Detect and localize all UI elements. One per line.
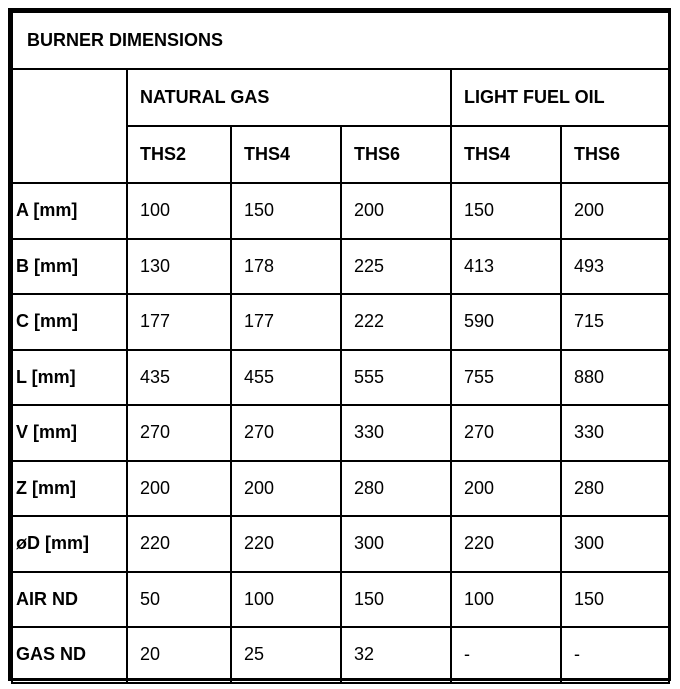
table-cell: 150: [231, 183, 341, 239]
table-cell: 330: [561, 405, 669, 461]
table-cell: 715: [561, 294, 669, 350]
table-cell: 590: [451, 294, 561, 350]
table-cell: 200: [127, 461, 231, 517]
table-cell: 32: [341, 627, 451, 683]
table-cell: 755: [451, 350, 561, 406]
table-cell: 435: [127, 350, 231, 406]
table-cell: 177: [127, 294, 231, 350]
table-row: [12, 572, 669, 628]
table-row: [12, 294, 669, 350]
model-header: THS4: [451, 126, 561, 183]
burner-dimensions-table-frame: [8, 8, 671, 681]
table-cell: 225: [341, 239, 451, 295]
table-cell: 280: [341, 461, 451, 517]
table-cell: 880: [561, 350, 669, 406]
table-cell: -: [561, 627, 669, 683]
table-row: [12, 183, 669, 239]
table-row: [12, 350, 669, 406]
group-natural-gas: NATURAL GAS: [127, 69, 451, 126]
table-row: [12, 239, 669, 295]
table-cell: 100: [451, 572, 561, 628]
row-label: øD [mm]: [12, 516, 127, 572]
model-header: THS4: [231, 126, 341, 183]
group-header-row: [12, 69, 669, 126]
table-cell: 150: [561, 572, 669, 628]
table-row: [12, 461, 669, 517]
table-cell: 280: [561, 461, 669, 517]
table-cell: -: [451, 627, 561, 683]
table-cell: 150: [451, 183, 561, 239]
table-cell: 555: [341, 350, 451, 406]
table-cell: 178: [231, 239, 341, 295]
row-label: Z [mm]: [12, 461, 127, 517]
table-cell: 455: [231, 350, 341, 406]
row-label: L [mm]: [12, 350, 127, 406]
row-label: AIR ND: [12, 572, 127, 628]
table-cell: 200: [341, 183, 451, 239]
table-cell: 100: [231, 572, 341, 628]
table-cell: 100: [127, 183, 231, 239]
table-cell: 300: [341, 516, 451, 572]
table-cell: 130: [127, 239, 231, 295]
table-cell: 300: [561, 516, 669, 572]
table-cell: 177: [231, 294, 341, 350]
table-cell: 220: [231, 516, 341, 572]
model-header: THS6: [561, 126, 669, 183]
table-cell: 200: [451, 461, 561, 517]
table-cell: 220: [451, 516, 561, 572]
row-label: C [mm]: [12, 294, 127, 350]
table-cell: 493: [561, 239, 669, 295]
table-cell: 200: [561, 183, 669, 239]
burner-dimensions-table: [11, 11, 670, 684]
table-cell: 200: [231, 461, 341, 517]
model-header: THS2: [127, 126, 231, 183]
table-cell: 50: [127, 572, 231, 628]
table-row: [12, 627, 669, 683]
row-label: V [mm]: [12, 405, 127, 461]
table-cell: 222: [341, 294, 451, 350]
table-cell: 270: [127, 405, 231, 461]
row-label: B [mm]: [12, 239, 127, 295]
table-cell: 220: [127, 516, 231, 572]
model-header: THS6: [341, 126, 451, 183]
table-row: [12, 516, 669, 572]
row-label: GAS ND: [12, 627, 127, 683]
table-title: BURNER DIMENSIONS: [12, 12, 669, 69]
row-label: A [mm]: [12, 183, 127, 239]
table-row: [12, 405, 669, 461]
group-light-fuel-oil: LIGHT FUEL OIL: [451, 69, 669, 126]
title-row: [12, 12, 669, 69]
table-cell: 20: [127, 627, 231, 683]
table-cell: 150: [341, 572, 451, 628]
table-cell: 25: [231, 627, 341, 683]
table-cell: 413: [451, 239, 561, 295]
table-cell: 330: [341, 405, 451, 461]
table-cell: 270: [451, 405, 561, 461]
table-cell: 270: [231, 405, 341, 461]
corner-cell: [12, 69, 127, 183]
